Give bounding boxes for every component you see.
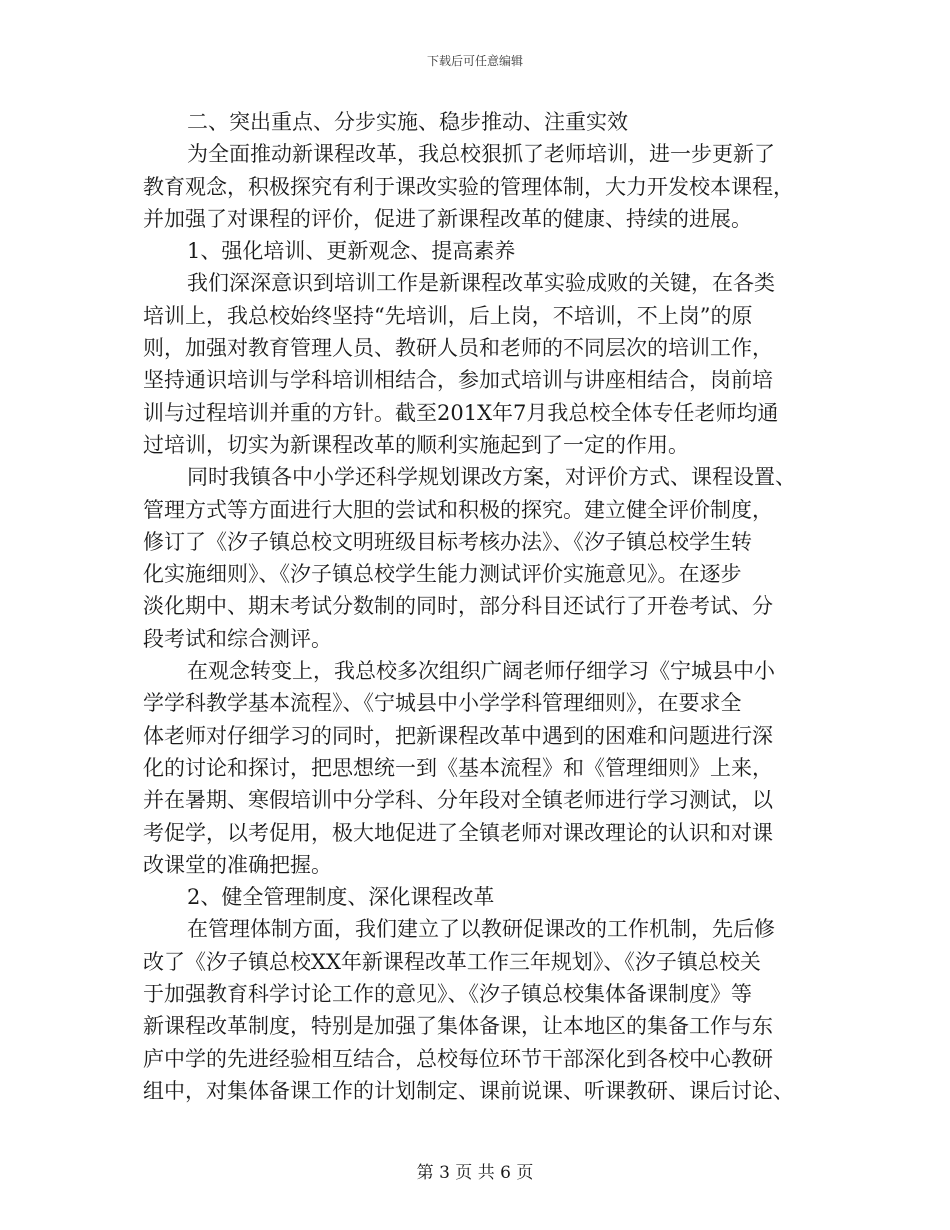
paragraph-line: 管理方式等方面进行大胆的尝试和积极的探究。建立健全评价制度，: [143, 497, 773, 522]
paragraph-line: 新课程改革制度，特别是加强了集体备课，让本地区的集备工作与东: [143, 1014, 773, 1039]
paragraph-line: 体老师对仔细学习的同时，把新课程改革中遇到的困难和问题进行深: [143, 723, 773, 748]
paragraph-line: 并在暑期、寒假培训中分学科、分年段对全镇老师进行学习测试，以: [143, 788, 773, 813]
paragraph-line: 为全面推动新课程改革，我总校狠抓了老师培训，进一步更新了: [187, 142, 775, 167]
subsection-heading: 1、强化培训、更新观念、提高素养: [187, 239, 516, 264]
page-number: 第 3 页 共 6 页: [416, 1163, 534, 1183]
paragraph-line: 庐中学的先进经验相互结合，总校每位环节干部深化到各校中心教研: [143, 1046, 773, 1071]
paragraph-line: 考促学，以考促用，极大地促进了全镇老师对课改理论的认识和对课: [143, 820, 773, 845]
paragraph-line: 组中，对集体备课工作的计划制定、课前说课、听课教研、课后讨论、: [143, 1078, 794, 1103]
paragraph-line: 改了《汐子镇总校XX年新课程改革工作三年规划》、《汐子镇总校关: [143, 949, 761, 974]
paragraph-line: 我们深深意识到培训工作是新课程改革实验成败的关键，在各类: [187, 271, 775, 296]
paragraph-line: 于加强教育科学讨论工作的意见》、《汐子镇总校集体备课制度》等: [143, 982, 752, 1007]
paragraph-line: 同时我镇各中小学还科学规划课改方案，对评价方式、课程设置、: [187, 465, 796, 490]
paragraph-line: 化的讨论和探讨，把思想统一到《基本流程》和《管理细则》上来，: [143, 755, 773, 780]
paragraph-line: 学学科教学基本流程》、《宁城县中小学学科管理细则》，在要求全: [143, 691, 742, 716]
paragraph-line: 化实施细则》、《汐子镇总校学生能力测试评价实施意见》。在逐步: [143, 562, 742, 587]
paragraph-line: 在观念转变上，我总校多次组织广阔老师仔细学习《宁城县中小: [187, 659, 775, 684]
paragraph-line: 改课堂的准确把握。: [143, 852, 332, 877]
paragraph-line: 修订了《汐子镇总校文明班级目标考核办法》、《汐子镇总校学生转: [143, 529, 752, 554]
paragraph-line: 教育观念，积极探究有利于课改实验的管理体制，大力开发校本课程，: [143, 174, 794, 199]
section-heading: 二、突出重点、分步实施、稳步推动、注重实效: [187, 110, 628, 134]
paragraph-line: 培训上，我总校始终坚持“先培训，后上岗，不培训，不上岗”的原: [143, 303, 753, 328]
paragraph-line: 过培训，切实为新课程改革的顺利实施起到了一定的作用。: [143, 432, 689, 457]
paragraph-line: 淡化期中、期末考试分数制的同时，部分科目还试行了开卷考试、分: [143, 594, 773, 619]
paragraph-line: 训与过程培训并重的方针。截至201X年7月我总校全体专任老师均通: [143, 400, 779, 425]
paragraph-line: 坚持通识培训与学科培训相结合，参加式培训与讲座相结合，岗前培: [143, 368, 773, 393]
paragraph-line: 并加强了对课程的评价，促进了新课程改革的健康、持续的进展。: [143, 206, 752, 231]
paragraph-line: 段考试和综合测评。: [143, 626, 332, 651]
page-header-note: 下载后可任意编辑: [426, 54, 523, 68]
paragraph-line: 则，加强对教育管理人员、教研人员和老师的不同层次的培训工作，: [143, 336, 773, 361]
document-body: [143, 106, 808, 1107]
subsection-heading: 2、健全管理制度、深化课程改革: [187, 885, 495, 910]
paragraph-line: 在管理体制方面，我们建立了以教研促课改的工作机制，先后修: [187, 917, 775, 942]
